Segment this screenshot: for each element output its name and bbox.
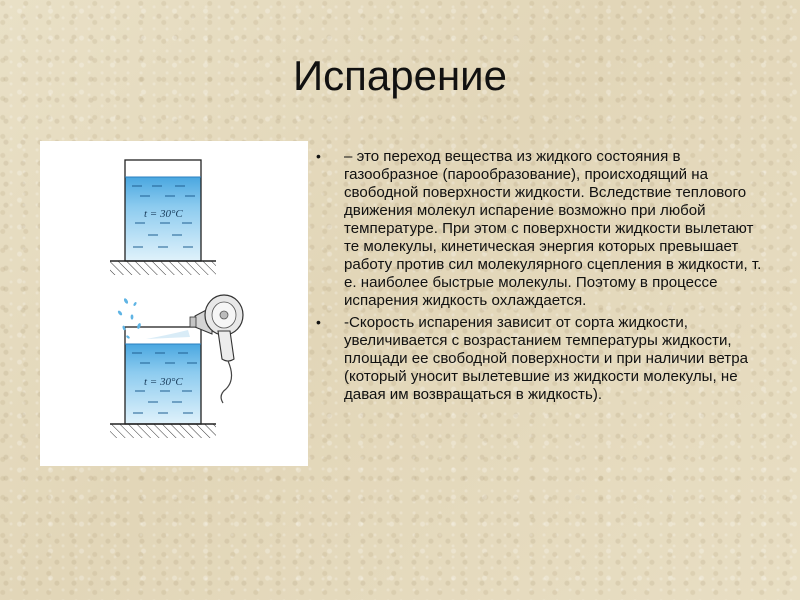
bullet-text: – это переход вещества из жидкого состояния в газообразное (парообразование), происходящий на свободной поверхности жидкости. Вследствие теплового движения молекул испарение возможно при любой температуре. При этом с поверхности жидкости вылетают те молекулы, кинетическая энергия которых превышает работу против сил молекулярного сцепления в жидкости, т. е. наиболее быстрые молекулы. Поэтому в процессе испарения жидкость охлаждается.: [344, 148, 762, 309]
slide-title: Испарение: [292, 52, 508, 99]
evaporation-illustration: [40, 141, 308, 466]
airflow: [146, 330, 190, 339]
beaker-bottom: [110, 327, 216, 438]
beaker-bottom-temperature: t = 30°C: [144, 376, 183, 388]
bullet-definition: [314, 148, 762, 310]
escaping-droplets: [117, 298, 141, 340]
bullet-speed: [314, 314, 762, 404]
bullet-marker: •: [316, 314, 321, 330]
bullet-text: -Скорость испарения зависит от сорта жидкости, увеличивается с возрастанием температуры жидкости, площади ее свободной поверхности и при наличии ветра (который уносит вылетевшие из жидкости молекулы, не давая им возвращаться в жидкость).: [344, 314, 748, 403]
bullet-list: [314, 148, 762, 408]
bullet-marker: •: [316, 148, 321, 164]
beaker-top: [110, 160, 216, 275]
beaker-top-temperature: t = 30°C: [144, 208, 183, 220]
